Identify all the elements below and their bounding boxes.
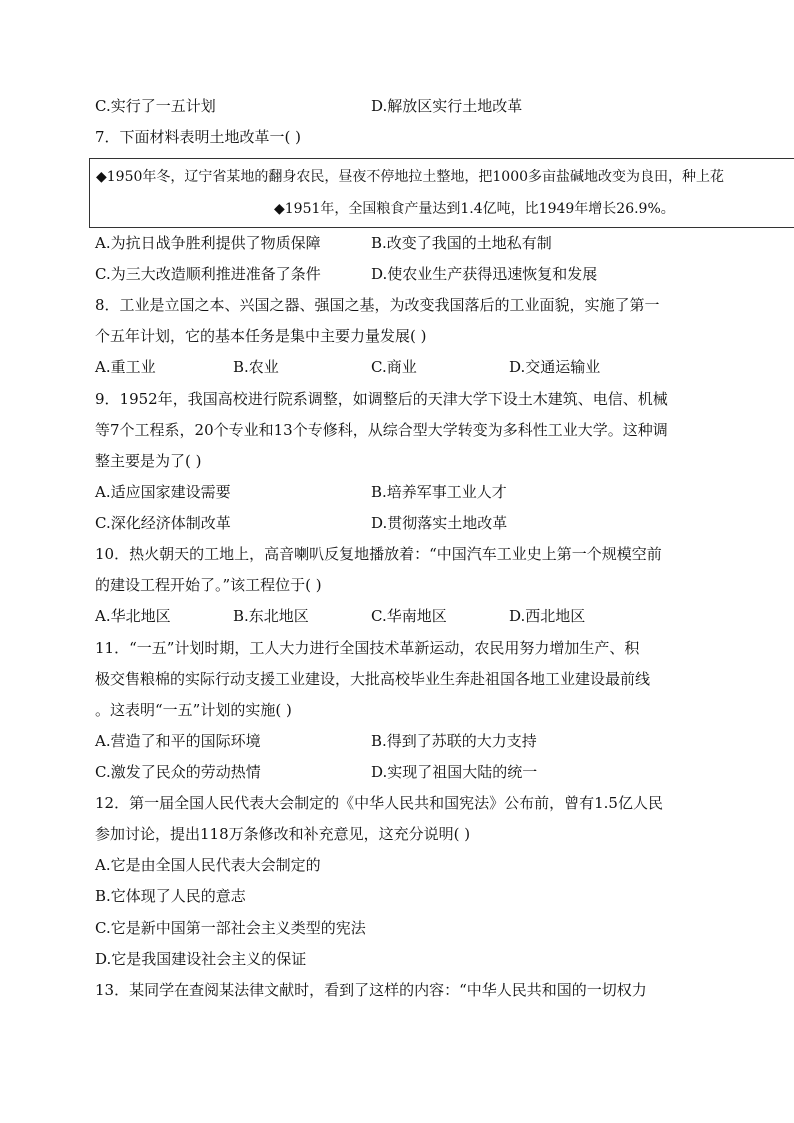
q7-option-a: A.为抗日战争胜利提供了物质保障 — [95, 234, 321, 252]
q11-option-d: D.实现了祖国大陆的统一 — [371, 763, 538, 781]
q6-options-row-cd — [95, 96, 794, 116]
q13-stem-line-1: 13．某同学在查阅某法律文献时，看到了这样的内容：“中华人民共和国的一切权力 — [95, 981, 647, 999]
q6-option-c: C.实行了一五计划 — [95, 97, 216, 115]
q11-option-b: B.得到了苏联的大力支持 — [371, 732, 537, 750]
q11-stem-line-2: 极交售粮棉的实际行动支援工业建设，大批高校毕业生奔赴祖国各地工业建设最前线 — [95, 670, 651, 688]
q9-options-row-cd — [95, 513, 794, 533]
q8-option-a: A.重工业 — [95, 358, 156, 376]
q11-options-row-cd — [95, 762, 794, 782]
q8-stem-line-1: 8．工业是立国之本、兴国之器、强国之基，为改变我国落后的工业面貌，实施了第一 — [95, 296, 660, 314]
q9-option-b: B.培养军事工业人才 — [371, 483, 507, 501]
q10-option-b: B.东北地区 — [233, 607, 309, 625]
q11-option-a: A.营造了和平的国际环境 — [95, 732, 261, 750]
q9-option-a: A.适应国家建设需要 — [95, 483, 231, 501]
q7-material-line-1: ◆1950年冬，辽宁省某地的翻身农民，昼夜不停地拉土整地，把1000多亩盐碱地改变为良田，种上花 — [96, 169, 725, 185]
q8-option-c: C.商业 — [371, 358, 417, 376]
q9-stem-line-3: 整主要是为了( ) — [95, 452, 202, 470]
q8-option-b: B.农业 — [233, 358, 279, 376]
q12-stem-line-2: 参加讨论，提出118万条修改和补充意见，这充分说明( ) — [95, 825, 471, 843]
q7-option-d: D.使农业生产获得迅速恢复和发展 — [371, 265, 598, 283]
q10-options-row — [95, 606, 794, 626]
q12-stem-line-1: 12．第一届全国人民代表大会制定的《中华人民共和国宪法》公布前，曾有1.5亿人民 — [95, 794, 663, 812]
q7-stem: 7．下面材料表明土地改革一( ) — [95, 128, 302, 146]
q10-stem-line-2: 的建设工程开始了。”该工程位于( ) — [95, 576, 322, 594]
q7-option-b: B.改变了我国的土地私有制 — [371, 234, 552, 252]
q9-option-d: D.贯彻落实土地改革 — [371, 514, 508, 532]
q6-option-d: D.解放区实行土地改革 — [371, 97, 523, 115]
q12-option-d: D.它是我国建设社会主义的保证 — [95, 950, 307, 968]
q11-stem-line-3: 。这表明“一五”计划的实施( ) — [95, 701, 292, 719]
q7-options-row-cd — [95, 264, 794, 284]
q11-options-row-ab — [95, 731, 794, 751]
q7-material-line-2: ◆1951年，全国粮食产量达到1.4亿吨，比1949年增长26.9%。 — [274, 201, 675, 217]
q10-option-c: C.华南地区 — [371, 607, 447, 625]
q10-option-d: D.西北地区 — [509, 607, 586, 625]
q7-material-box — [89, 158, 794, 228]
q12-option-c: C.它是新中国第一部社会主义类型的宪法 — [95, 919, 366, 937]
q9-stem-line-2: 等7个工程系，20个专业和13个专修科，从综合型大学转变为多科性工业大学。这种调 — [95, 421, 668, 439]
q11-stem-line-1: 11．“一五”计划时期，工人大力进行全国技术革新运动，农民用努力增加生产、积 — [95, 639, 640, 657]
q12-option-a: A.它是由全国人民代表大会制定的 — [95, 856, 321, 874]
q7-option-c: C.为三大改造顺利推进准备了条件 — [95, 265, 321, 283]
q12-option-b: B.它体现了人民的意志 — [95, 887, 246, 905]
q11-option-c: C.激发了民众的劳动热情 — [95, 763, 261, 781]
q10-option-a: A.华北地区 — [95, 607, 171, 625]
q9-options-row-ab — [95, 482, 794, 502]
q9-stem-line-1: 9．1952年，我国高校进行院系调整，如调整后的天津大学下设土木建筑、电信、机械 — [95, 390, 668, 408]
q7-options-row-ab — [95, 233, 794, 253]
q8-options-row — [95, 357, 794, 377]
q9-option-c: C.深化经济体制改革 — [95, 514, 231, 532]
q8-option-d: D.交通运输业 — [509, 358, 601, 376]
q8-stem-line-2: 个五年计划，它的基本任务是集中主要力量发展( ) — [95, 327, 427, 345]
q10-stem-line-1: 10．热火朝天的工地上，高音喇叭反复地播放着：“中国汽车工业史上第一个规模空前 — [95, 545, 662, 563]
